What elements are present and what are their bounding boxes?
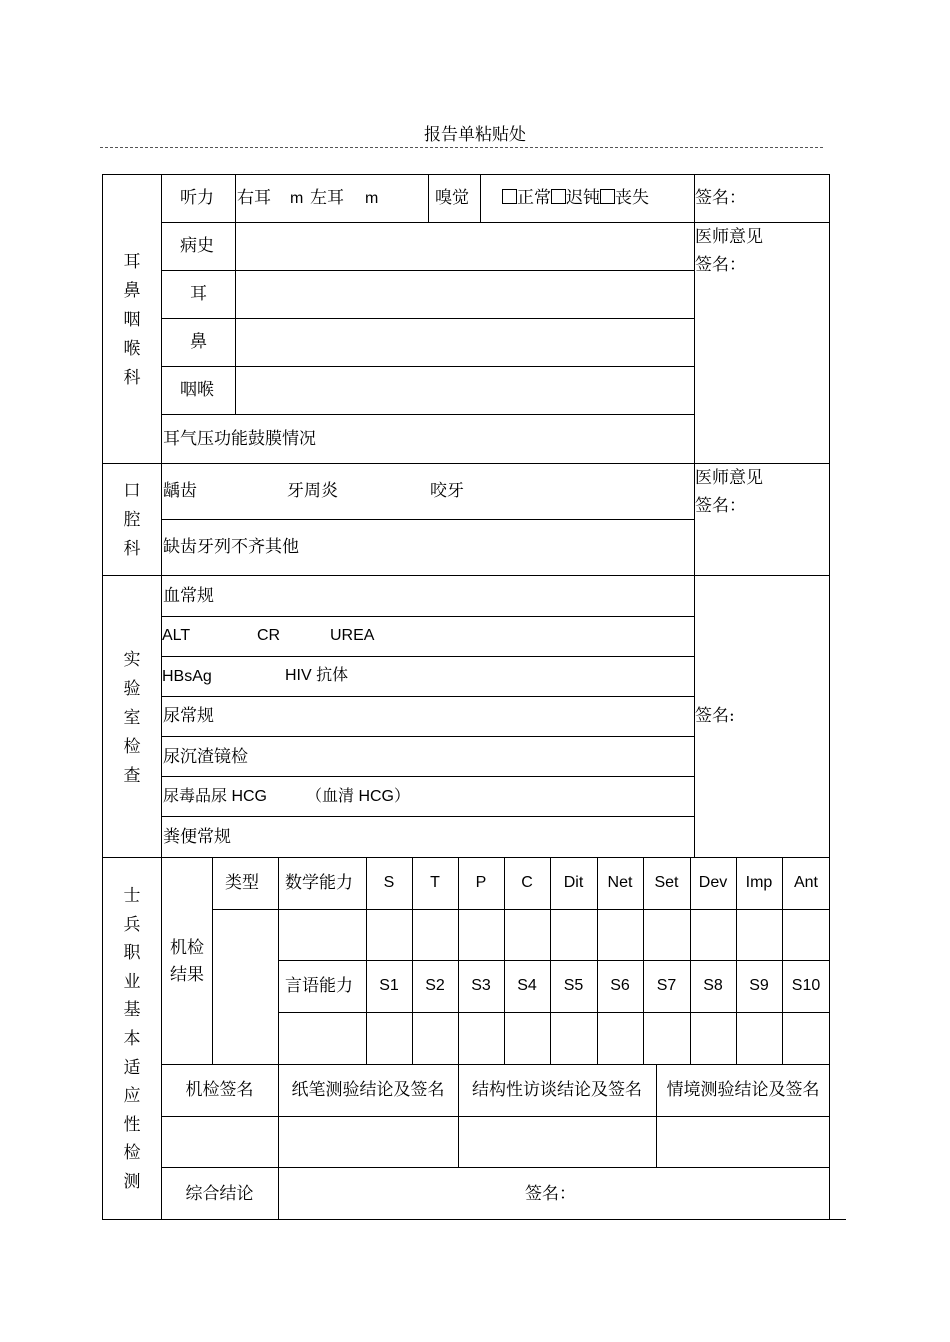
serum-hcg-label: （血清 HCG）: [306, 788, 411, 805]
smell-option-normal: 正常: [517, 188, 551, 208]
paper-test-label: 纸笔测验结论及签名: [291, 1080, 445, 1100]
smell-option-lost: 丧失: [615, 188, 649, 208]
verbal-col-s10: S10: [791, 977, 821, 994]
drug-urine-hcg-label: 尿毒品尿 HCG: [163, 788, 268, 805]
hearing-right-unit: m: [290, 190, 304, 207]
smell-options: [502, 188, 649, 208]
overall-sign-label: 签名：: [525, 1184, 576, 1204]
alt-label: ALT: [162, 627, 191, 644]
ear-label: 耳: [190, 284, 207, 304]
checkbox-lost-icon[interactable]: [600, 189, 615, 204]
dental-section-label: 口腔科: [123, 481, 141, 559]
verbal-ability-label: 言语能力: [285, 976, 353, 996]
dashed-divider: [100, 147, 823, 148]
tympanic-label: 耳气压功能鼓膜情况: [163, 429, 316, 449]
machine-result-label: 机检结果: [170, 938, 204, 985]
urea-label: UREA: [330, 627, 375, 644]
nose-label: 鼻: [190, 332, 207, 352]
hearing-left-unit: m: [365, 190, 379, 207]
hearing-label: 听力: [180, 188, 214, 208]
verbal-col-s6: S6: [610, 977, 630, 994]
situational-label: 情境测验结论及签名: [666, 1080, 820, 1100]
math-col-c: C: [521, 874, 533, 891]
verbal-col-s2: S2: [425, 977, 445, 994]
aptitude-section-label: 士兵职业基本适应性检测: [123, 886, 141, 1192]
machine-sign-label: 机检签名: [185, 1080, 254, 1100]
hearing-right-ear: 右耳: [237, 188, 271, 208]
verbal-col-s4: S4: [517, 977, 537, 994]
math-col-net: Net: [607, 874, 633, 891]
ent-doctor-sign: 签名：: [695, 255, 746, 275]
history-label: 病史: [180, 236, 214, 256]
math-col-dev: Dev: [698, 874, 728, 891]
verbal-col-s1: S1: [379, 977, 399, 994]
math-col-dit: Dit: [563, 874, 584, 891]
cr-label: CR: [257, 627, 281, 644]
overall-conclusion-label: 综合结论: [185, 1184, 254, 1204]
hiv-label: HIV 抗体: [285, 667, 349, 684]
math-col-t: T: [430, 874, 440, 891]
verbal-col-s7: S7: [656, 977, 677, 994]
stool-routine-label: 粪便常规: [163, 827, 231, 847]
math-ability-label: 数学能力: [285, 873, 353, 893]
math-col-p: P: [475, 874, 487, 891]
throat-label: 咽喉: [180, 380, 214, 400]
verbal-col-s3: S3: [471, 977, 491, 994]
urine-routine-label: 尿常规: [163, 706, 214, 726]
verbal-col-s8: S8: [703, 977, 723, 994]
ent-doctor-opinion: 医师意见: [695, 227, 763, 247]
checkbox-normal-icon[interactable]: [502, 189, 517, 204]
type-label: 类型: [225, 873, 259, 893]
verbal-col-s9: S9: [749, 977, 769, 994]
dental-doctor-opinion: 医师意见: [695, 468, 763, 488]
smell-option-dull: 迟钝: [566, 188, 600, 208]
missing-teeth-label: 缺齿牙列不齐其他: [163, 537, 299, 557]
smell-label: 嗅觉: [435, 188, 469, 208]
math-col-imp: Imp: [745, 874, 773, 891]
lab-section-label: 实验室检查: [123, 650, 141, 786]
paste-area-title: 报告单粘贴处: [424, 125, 526, 145]
caries-label: 龋齿: [163, 481, 197, 501]
hbsag-label: HBsAg: [162, 668, 212, 685]
lab-sign: 签名:: [695, 706, 735, 726]
dental-doctor-sign: 签名：: [695, 496, 746, 516]
math-col-ant: Ant: [793, 874, 818, 891]
ent-section-label: 耳鼻咽喉科: [123, 252, 141, 388]
hearing-left-ear: 左耳: [310, 188, 344, 208]
checkbox-dull-icon[interactable]: [551, 189, 566, 204]
interview-label: 结构性访谈结论及签名: [472, 1080, 642, 1100]
math-col-s: S: [383, 874, 395, 891]
periodontitis-label: 牙周炎: [287, 481, 338, 501]
blood-routine-label: 血常规: [163, 586, 214, 606]
verbal-col-s5: S5: [563, 977, 584, 994]
bite-label: 咬牙: [430, 481, 464, 501]
ent-hearing-sign: 签名：: [695, 188, 746, 208]
urine-sediment-label: 尿沉渣镜检: [163, 747, 248, 767]
math-col-set: Set: [654, 874, 679, 891]
